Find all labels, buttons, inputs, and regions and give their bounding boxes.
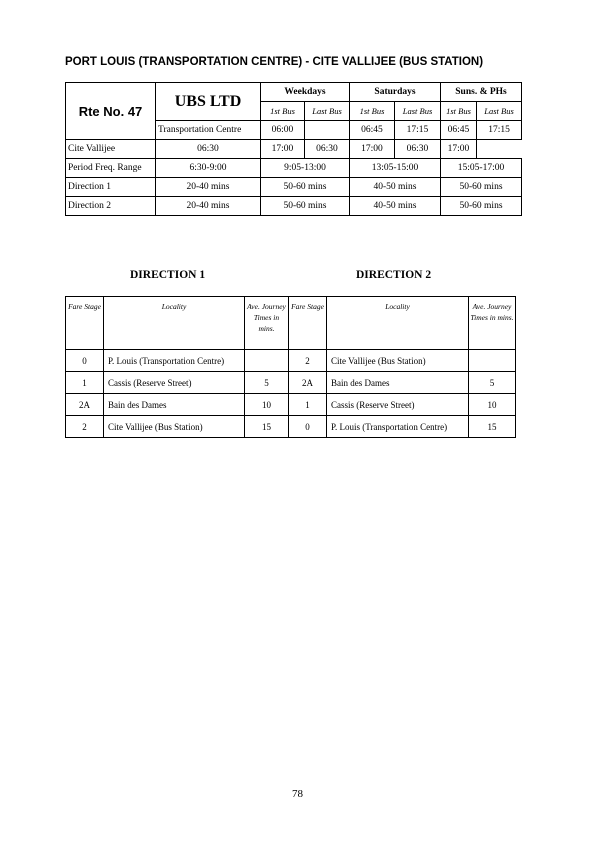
- fare-stage-cell: 1: [66, 372, 104, 394]
- page-title: PORT LOUIS (TRANSPORTATION CENTRE) - CITE VALLIJEE (BUS STATION): [65, 56, 484, 68]
- fare-stage-table: [65, 296, 516, 438]
- time-cell: 06:30: [395, 140, 441, 159]
- locality-header: Locality: [104, 297, 245, 350]
- locality-cell: P. Louis (Transportation Centre): [104, 350, 245, 372]
- period-cell: 15:05-17:00: [441, 159, 522, 178]
- locality-cell: Cite Vallijee (Bus Station): [327, 350, 469, 372]
- period-row: [66, 159, 522, 178]
- journey-time-cell: [469, 350, 516, 372]
- frequency-cell: 20-40 mins: [156, 197, 261, 216]
- fare-stage-cell: 0: [66, 350, 104, 372]
- journey-time-header: Ave. Journey Times in mins.: [245, 297, 289, 350]
- locality-cell: Bain des Dames: [327, 372, 469, 394]
- locality-cell: Cassis (Reserve Street): [104, 372, 245, 394]
- time-cell: 17:00: [441, 140, 477, 159]
- frequency-cell: 20-40 mins: [156, 178, 261, 197]
- frequency-cell: 50-60 mins: [441, 197, 522, 216]
- frequency-cell: 40-50 mins: [350, 178, 441, 197]
- locality-cell: Bain des Dames: [104, 394, 245, 416]
- frequency-cell: 40-50 mins: [350, 197, 441, 216]
- fare-stage-cell: 2A: [66, 394, 104, 416]
- page-number: 78: [292, 788, 303, 800]
- locality-cell: Cite Vallijee (Bus Station): [104, 416, 245, 438]
- locality-header: Locality: [327, 297, 469, 350]
- first-bus-header: 1st Bus: [350, 102, 395, 121]
- table-row: [66, 394, 516, 416]
- weekdays-header: Weekdays: [261, 83, 350, 102]
- direction-1-heading: DIRECTION 1: [130, 269, 206, 281]
- fare-table-header: [66, 297, 516, 350]
- journey-time-cell: 5: [245, 372, 289, 394]
- stop-name: Transportation Centre: [156, 121, 261, 140]
- journey-time-cell: 5: [469, 372, 516, 394]
- fare-stage-cell: 2: [66, 416, 104, 438]
- direction-row: [66, 178, 522, 197]
- fare-stage-cell: 0: [289, 416, 327, 438]
- frequency-cell: 50-60 mins: [261, 178, 350, 197]
- fare-stage-header: Fare Stage: [289, 297, 327, 350]
- journey-time-cell: 10: [469, 394, 516, 416]
- last-bus-header: Last Bus: [395, 102, 441, 121]
- direction-2-heading: DIRECTION 2: [356, 269, 432, 281]
- first-bus-header: 1st Bus: [261, 102, 305, 121]
- direction-label: Direction 2: [66, 197, 156, 216]
- fare-stage-cell: 2: [289, 350, 327, 372]
- fare-stage-cell: 2A: [289, 372, 327, 394]
- time-cell: 06:00: [261, 121, 305, 140]
- last-bus-header: Last Bus: [305, 102, 350, 121]
- stop-name: Cite Vallijee: [66, 140, 156, 159]
- frequency-cell: 50-60 mins: [441, 178, 522, 197]
- table-row: [66, 372, 516, 394]
- period-cell: 9:05-13:00: [261, 159, 350, 178]
- fare-stage-header: Fare Stage: [66, 297, 104, 350]
- stop-row: [66, 140, 522, 159]
- time-cell: 06:45: [441, 121, 477, 140]
- time-cell: 06:45: [350, 121, 395, 140]
- sundays-header: Suns. & PHs: [441, 83, 522, 102]
- journey-time-cell: 15: [469, 416, 516, 438]
- journey-time-cell: 15: [245, 416, 289, 438]
- locality-cell: Cassis (Reserve Street): [327, 394, 469, 416]
- direction-label: Direction 1: [66, 178, 156, 197]
- last-bus-header: Last Bus: [477, 102, 522, 121]
- time-cell: 17:15: [477, 121, 522, 140]
- operator-name: UBS LTD: [156, 83, 261, 121]
- fare-stage-cell: 1: [289, 394, 327, 416]
- time-cell: 06:30: [305, 140, 350, 159]
- time-cell: 17:15: [395, 121, 441, 140]
- frequency-cell: 50-60 mins: [261, 197, 350, 216]
- time-cell: 06:30: [156, 140, 261, 159]
- period-label: Period Freq. Range: [66, 159, 156, 178]
- table-row: [66, 416, 516, 438]
- journey-time-cell: 10: [245, 394, 289, 416]
- journey-time-header: Ave. Journey Times in mins.: [469, 297, 516, 350]
- table-row: [66, 350, 516, 372]
- journey-time-cell: [245, 350, 289, 372]
- time-cell: [305, 121, 350, 140]
- direction-row: [66, 197, 522, 216]
- route-timetable: [65, 82, 522, 216]
- saturdays-header: Saturdays: [350, 83, 441, 102]
- time-cell: 17:00: [261, 140, 305, 159]
- locality-cell: P. Louis (Transportation Centre): [327, 416, 469, 438]
- time-cell: 17:00: [350, 140, 395, 159]
- period-cell: 6:30-9:00: [156, 159, 261, 178]
- period-cell: 13:05-15:00: [350, 159, 441, 178]
- first-bus-header: 1st Bus: [441, 102, 477, 121]
- route-number: Rte No. 47: [66, 83, 156, 140]
